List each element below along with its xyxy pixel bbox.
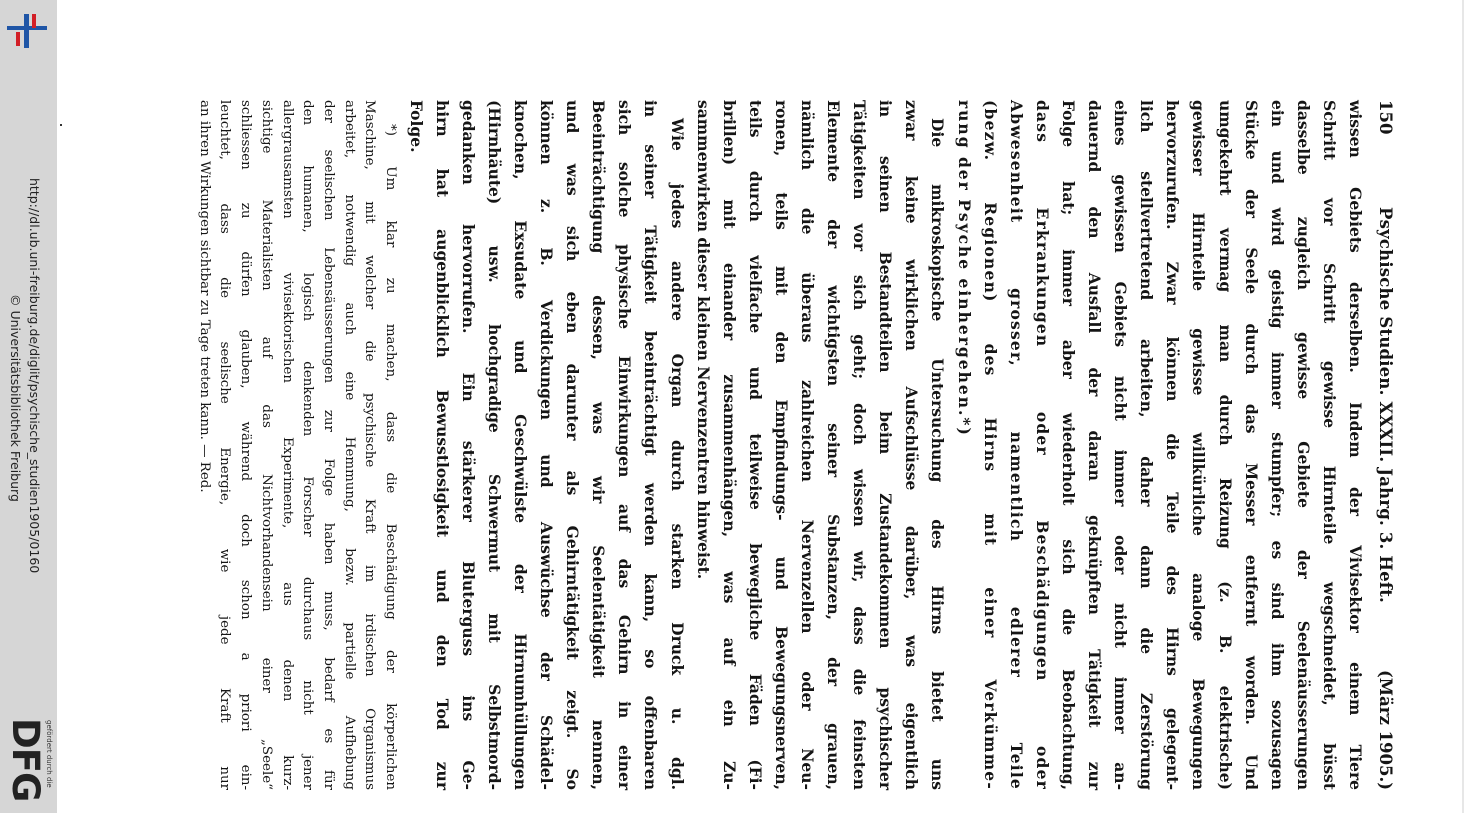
text-line: hervorzurufen. Zwar können die Teile des Hirns gelegent-: [1163, 100, 1183, 790]
page-header: [1373, 100, 1395, 790]
text-line: umgekehrt vermag man durch Reizung (z. B. elektrische): [1215, 100, 1235, 790]
page-number: 150: [1376, 100, 1395, 135]
running-title: Psychische Studien. XXXII. Jahrg. 3. Heft.: [1376, 207, 1395, 603]
scanned-page-footnote: [0, 100, 400, 790]
footnote-line: *) Um klar zu machen, dass die Beschädigung der körperlichen: [383, 124, 398, 790]
text-line: Stücke der Seele durch das Messer entfernt worden. Und: [1241, 100, 1261, 790]
text-line: rung der Psyche einhergehen.*): [954, 100, 974, 437]
funder-caption: gefördert durch die: [45, 720, 53, 788]
text-line: Tätigkeiten vor sich geht; doch wissen wir, dass die feinsten: [850, 100, 870, 790]
dfg-logo: DFG: [4, 718, 47, 802]
source-url[interactable]: http://dl.ub.uni-freiburg.de/diglit/psychische_studien1905/0160: [27, 178, 42, 574]
text-line: können z. B. Verdickungen und Auswüchse der Schädel-: [537, 100, 557, 790]
text-line: Wie jedes andere Organ durch starken Druck u. dgl.: [667, 118, 687, 790]
text-line: Die mikroskopische Untersuchung des Hirns bietet uns: [928, 118, 948, 790]
footnote-line: Maschine, mit welcher die psychische Kraft im irdischen Organismus: [362, 100, 378, 790]
text-line: teils durch vielfache und teilweise bewegliche Fäden (Fi-: [745, 100, 765, 790]
text-line: Beeinträchtigung dessen, was wir Seelentätigkeit nennen,: [589, 100, 609, 790]
footnote-line: der seelischen Lebensäusserungen zur Folge haben muss, bedarf es für: [320, 100, 336, 790]
footnote-line: den humanen, logisch denkenden Forscher durchaus nicht jener: [300, 100, 316, 790]
text-line: sammenwirken dieser kleinen Nervenzentren hinweist.: [693, 100, 713, 580]
footnote-line: schliessen zu dürfen glauben, während doch schon a priori ein-: [238, 100, 254, 790]
text-line: ein und wird geistig immer stumpfer; es sind ihm sozusagen: [1267, 100, 1287, 790]
text-line: nämlich die überaus zahlreichen Nervenzellen oder Neu-: [798, 100, 818, 790]
text-line: Schritt vor Schritt gewisse Hirnteile wegschneidet, büsst: [1319, 100, 1339, 790]
text-line: sich solche physische Einwirkungen auf das Gehirn in einer: [615, 100, 635, 790]
footnote-line: an ihren Wirkungen sichtbar zu Tage treten kann. — Red.: [196, 100, 212, 493]
footnote-line: sichtige Materialisten auf das Nichtvorhandensein einer „Seele“: [258, 100, 274, 790]
text-line: ronen, teils mit den Empfindungs- und Bewegungsnerven,: [771, 100, 791, 790]
footnote: [193, 100, 400, 790]
footnote-line: arbeitet, notwendig auch eine Hemmung, bezw. partielle Aufhebung: [341, 100, 357, 790]
text-line: (bezw. Regionen) des Hirns mit einer Verkümme-: [980, 100, 1000, 790]
issue-date: (März 1905.): [1376, 670, 1395, 791]
scanned-page: [395, 100, 1395, 790]
text-line: lich stellvertretend arbeiten, daher dann die Zerstörung: [1137, 100, 1157, 790]
text-line: gewisser Hirnteile gewisse willkürliche analoge Bewegungen: [1189, 100, 1209, 790]
text-line: und was sich eben darunter als Gehirntätigkeit zeigt. So: [563, 100, 583, 790]
footnote-line: allergrausamsten vivisektorischen Experimente, aus denen kurz-: [279, 100, 295, 790]
text-line: Folge.: [406, 100, 426, 153]
text-line: Elemente der wichtigsten seiner Substanzen, der grauen,: [824, 100, 844, 790]
text-line: knochen, Exsudate und Geschwülste der Hirnumhüllungen: [511, 100, 530, 790]
university-library-logo-icon: [4, 8, 50, 54]
text-line: dasselbe zugleich gewisse Gebiete der Seelenäusserungen: [1293, 100, 1313, 790]
text-line: in seinen Bestandteilen beim Zustandekommen psychischer: [876, 100, 896, 790]
main-text: [403, 100, 1368, 790]
text-line: Folge hat; immer aber wiederholt sich die Beobachtung,: [1058, 100, 1078, 790]
copyright-text: © Universitätsbibliothek Freiburg: [8, 294, 23, 502]
text-line: dass Erkrankungen oder Beschädigungen oder: [1032, 100, 1052, 790]
text-line: dauernd den Ausfall der daran geknüpften Tätigkeit zur: [1085, 100, 1105, 790]
text-line: (Hirnhäute) usw. hochgradige Schwermut mit Selbstmord-: [484, 100, 504, 790]
footnote-line: leuchtet, dass die seelische Energie, wie jede Kraft nur: [217, 100, 233, 790]
text-line: wissen Gebiets derselben. Indem der Vivisektor einem Tiere: [1346, 100, 1365, 790]
text-line: gedanken hervorrufen. Ein stärkerer Bluterguss ins Ge-: [458, 100, 478, 790]
text-line: hirn hat augenblicklich Bewusstlosigkeit und den Tod zur: [432, 100, 452, 790]
viewer-divider: [1462, 0, 1464, 813]
text-line: eines gewissen Gebiets nicht immer oder nicht immer an-: [1111, 100, 1131, 790]
text-line: Abwesenheit grosser, namentlich edlerer Teile: [1006, 100, 1026, 790]
text-line: brillen) mit einander zusammenhängen, was auf ein Zu-: [719, 100, 739, 790]
text-line: in seiner Tätigkeit beeinträchtigt werden kann, so offenbaren: [641, 100, 661, 790]
text-line: zwar keine wirklichen Aufschlüsse darüber, was eigentlich: [902, 100, 922, 790]
